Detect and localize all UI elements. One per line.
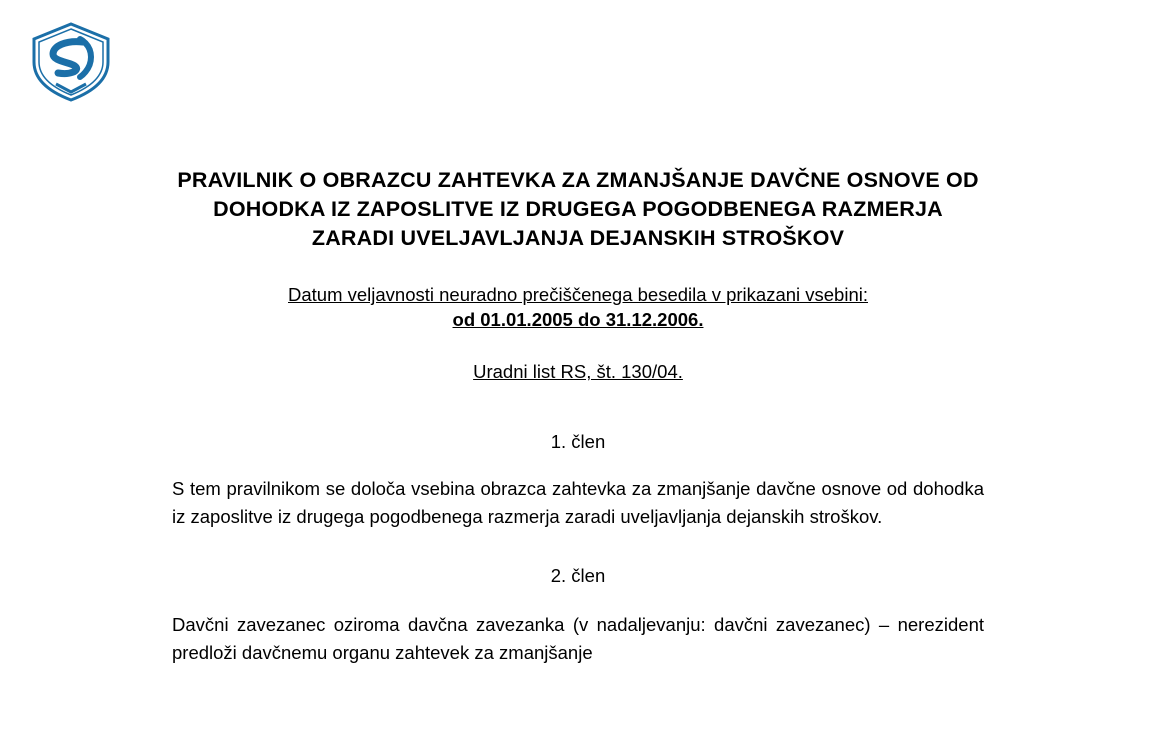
document-content: [172, 166, 984, 686]
validity-label: Datum veljavnosti neuradno prečiščenega besedila v prikazani vsebini:: [288, 284, 868, 306]
page-title: PRAVILNIK O OBRAZCU ZAHTEVKA ZA ZMANJŠANJE DAVČNE OSNOVE OD DOHODKA IZ ZAPOSLITVE IZ DRUGEGA POGODBENEGA RAZMERJA ZARADI UVELJAVLJANJA DEJANSKIH STROŠKOV: [177, 168, 979, 251]
article-heading-2: 2. člen: [550, 565, 606, 587]
validity-block: [172, 283, 984, 333]
gazette-reference: Uradni list RS, št. 130/04.: [473, 360, 683, 382]
validity-range: od 01.01.2005 do 31.12.2006.: [452, 309, 704, 331]
article-paragraph-2: Davčni zavezanec oziroma davčna zavezanka (v nadaljevanju: davčni zavezanec) – nerezident predloži davčnemu organu zahtevek za zmanjšanje: [172, 614, 984, 664]
article-paragraph-1: S tem pravilnikom se določa vsebina obrazca zahtevka za zmanjšanje davčne osnove od dohodka iz zaposlitve iz drugega pogodbenega razmerja zaradi uveljavljanja dejanskih stroškov.: [172, 477, 984, 528]
slovenian-tax-emblem-logo: [28, 22, 114, 102]
article-heading-1: 1. člen: [550, 430, 606, 452]
